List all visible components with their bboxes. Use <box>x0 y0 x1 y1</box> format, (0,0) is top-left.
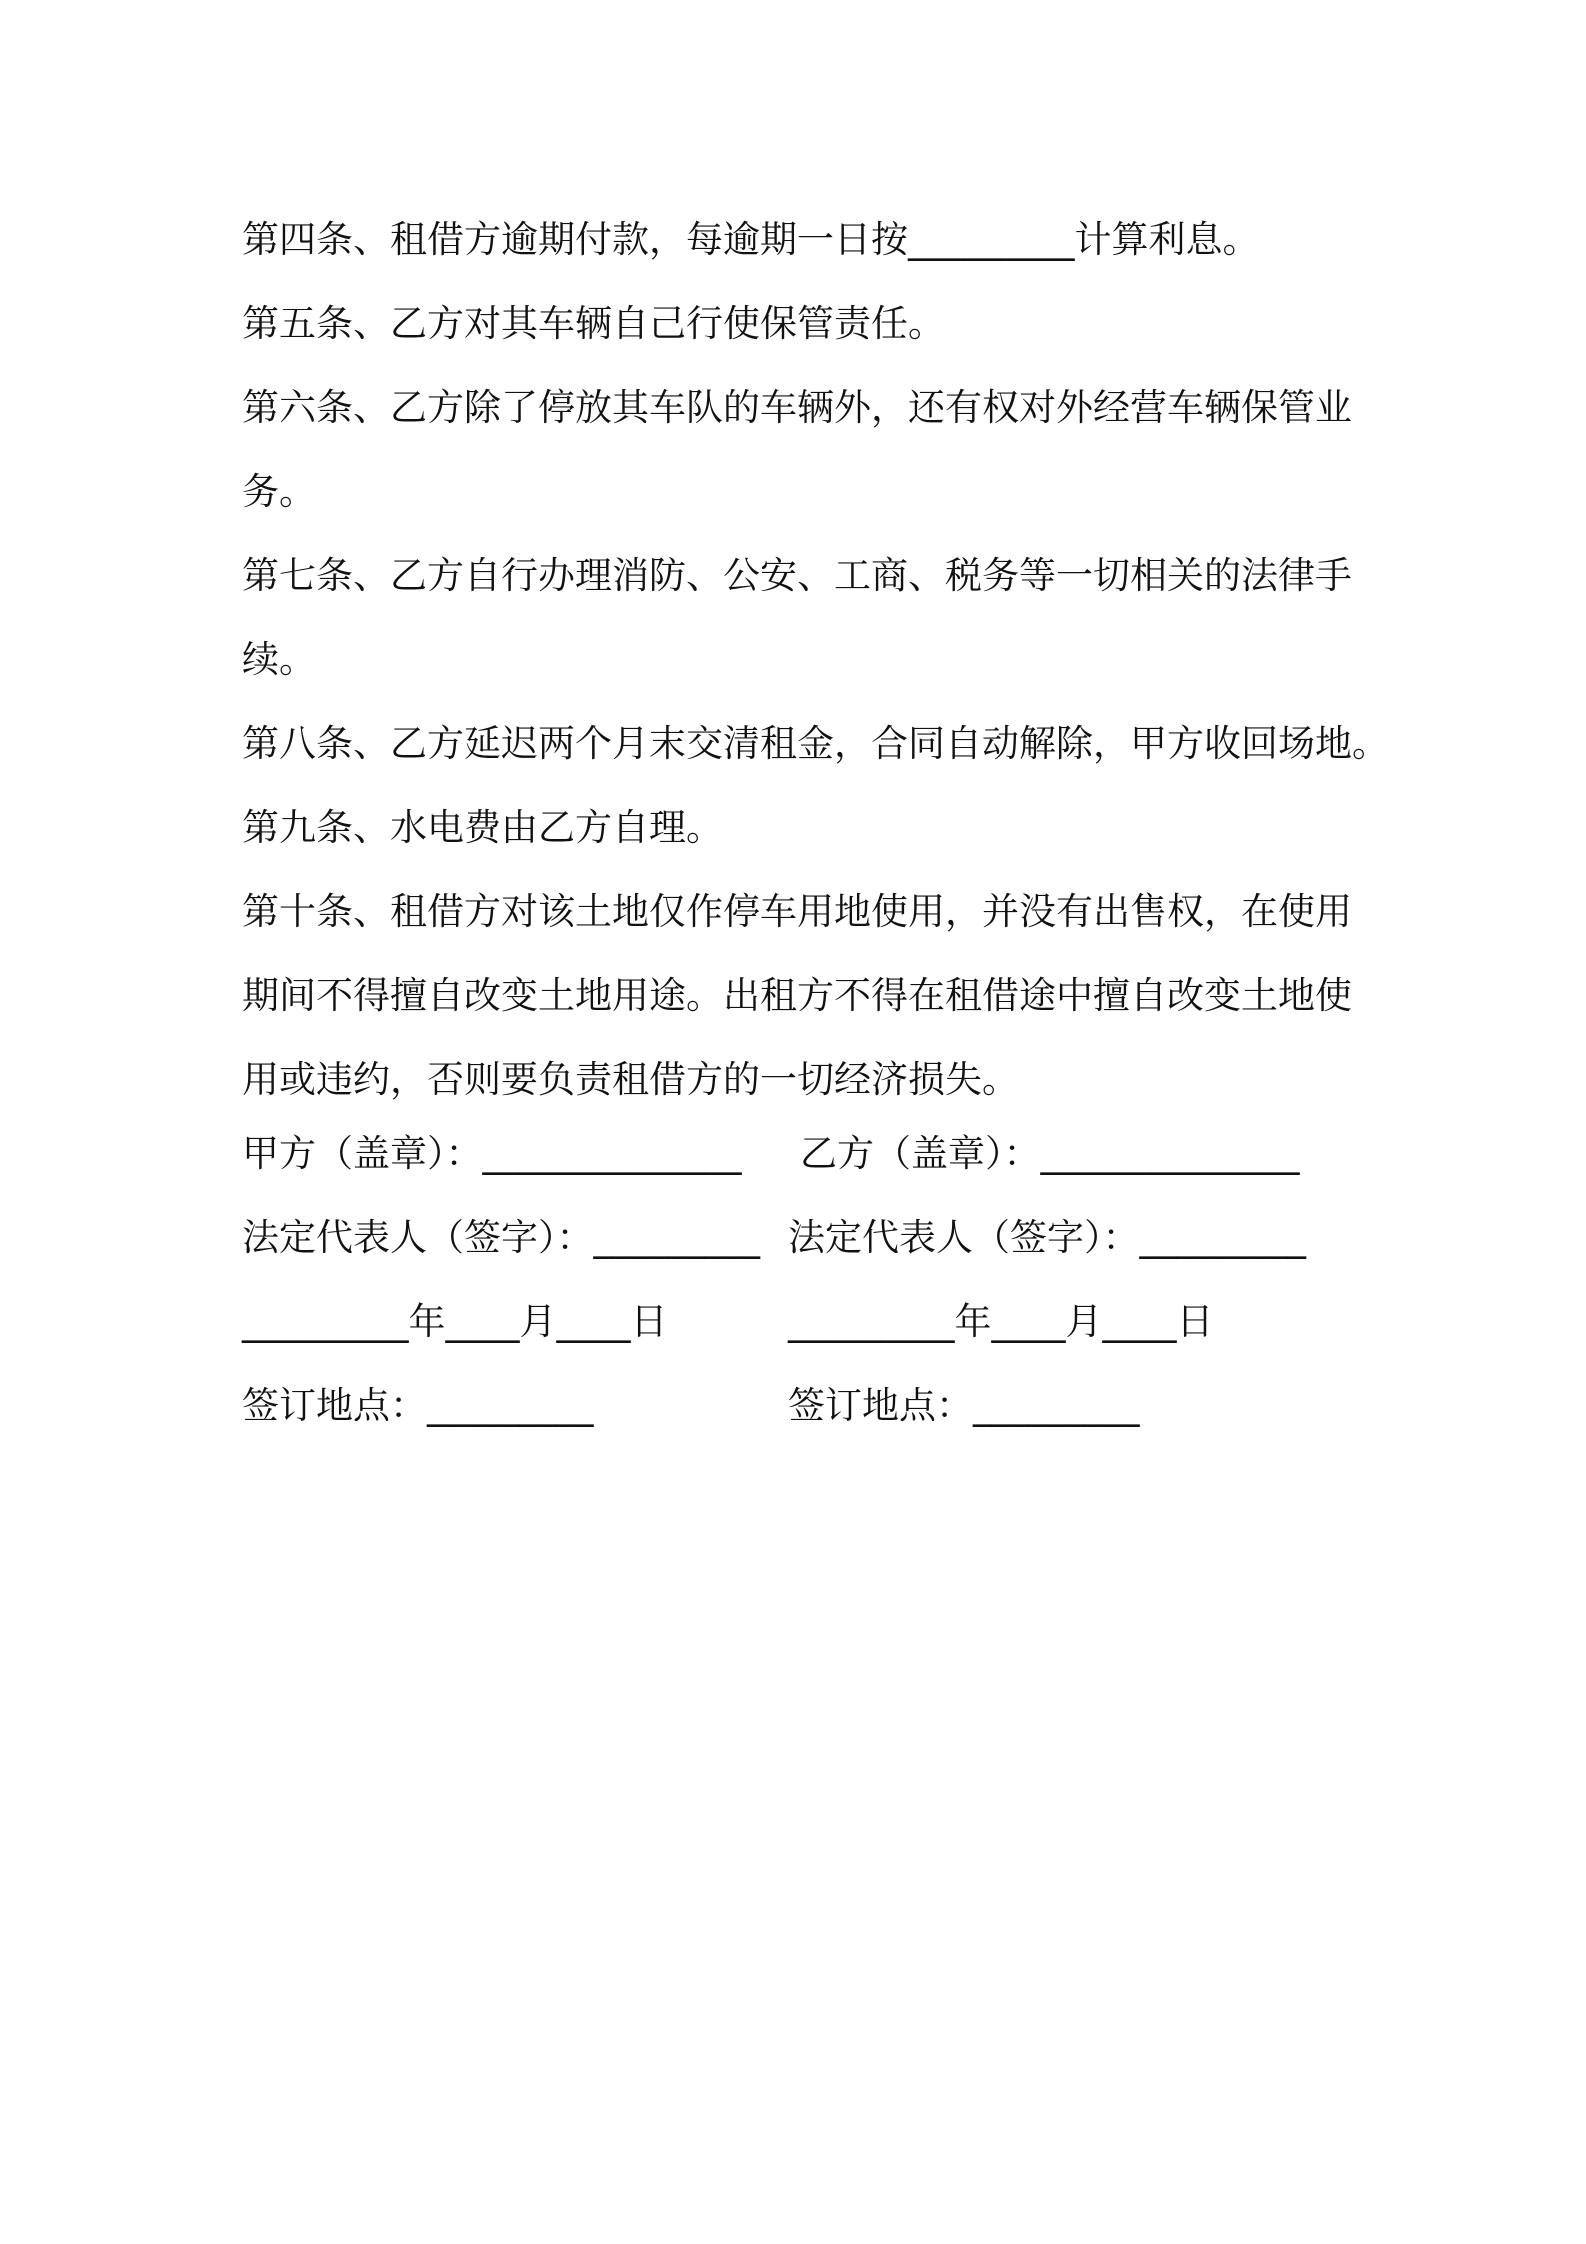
party-a-signing-place: 签订地点：_________ <box>242 1384 594 1427</box>
party-a-seal: 甲方（盖章）：______________ <box>242 1132 742 1175</box>
party-a-representative: 法定代表人（签字）：_________ <box>242 1216 760 1259</box>
article-10-line-2: 期间不得擅自改变土地用途。出租方不得在租借途中擅自改变土地使 <box>242 974 1352 1017</box>
article-7-line-2: 续。 <box>242 638 316 681</box>
article-8: 第八条、乙方延迟两个月末交清租金，合同自动解除，甲方收回场地。 <box>242 722 1389 765</box>
contract-articles <box>242 198 1389 1122</box>
article-9: 第九条、水电费由乙方自理。 <box>242 806 723 849</box>
representative-row <box>242 1196 1362 1280</box>
article-6-line-2: 务。 <box>242 470 316 513</box>
article-5: 第五条、乙方对其车辆自己行使保管责任。 <box>242 302 945 345</box>
party-a-date: _________年____月____日 <box>242 1300 668 1343</box>
party-b-seal: 乙方（盖章）：______________ <box>800 1132 1300 1175</box>
article-10-line-3: 用或违约，否则要负责租借方的一切经济损失。 <box>242 1058 1019 1101</box>
signature-block <box>242 1112 1362 1448</box>
article-7-line-1: 第七条、乙方自行办理消防、公安、工商、税务等一切相关的法律手 <box>242 554 1352 597</box>
party-b-signing-place: 签订地点：_________ <box>788 1384 1140 1427</box>
article-6-line-1: 第六条、乙方除了停放其车队的车辆外，还有权对外经营车辆保管业 <box>242 386 1352 429</box>
date-row <box>242 1280 1362 1364</box>
article-10-line-1: 第十条、租借方对该土地仅作停车用地使用，并没有出售权，在使用 <box>242 890 1352 933</box>
article-4: 第四条、租借方逾期付款，每逾期一日按_________计算利息。 <box>242 218 1260 261</box>
party-b-representative: 法定代表人（签字）：_________ <box>788 1216 1306 1259</box>
party-b-date: _________年____月____日 <box>788 1300 1214 1343</box>
seal-row <box>242 1112 1362 1196</box>
place-row <box>242 1364 1362 1448</box>
